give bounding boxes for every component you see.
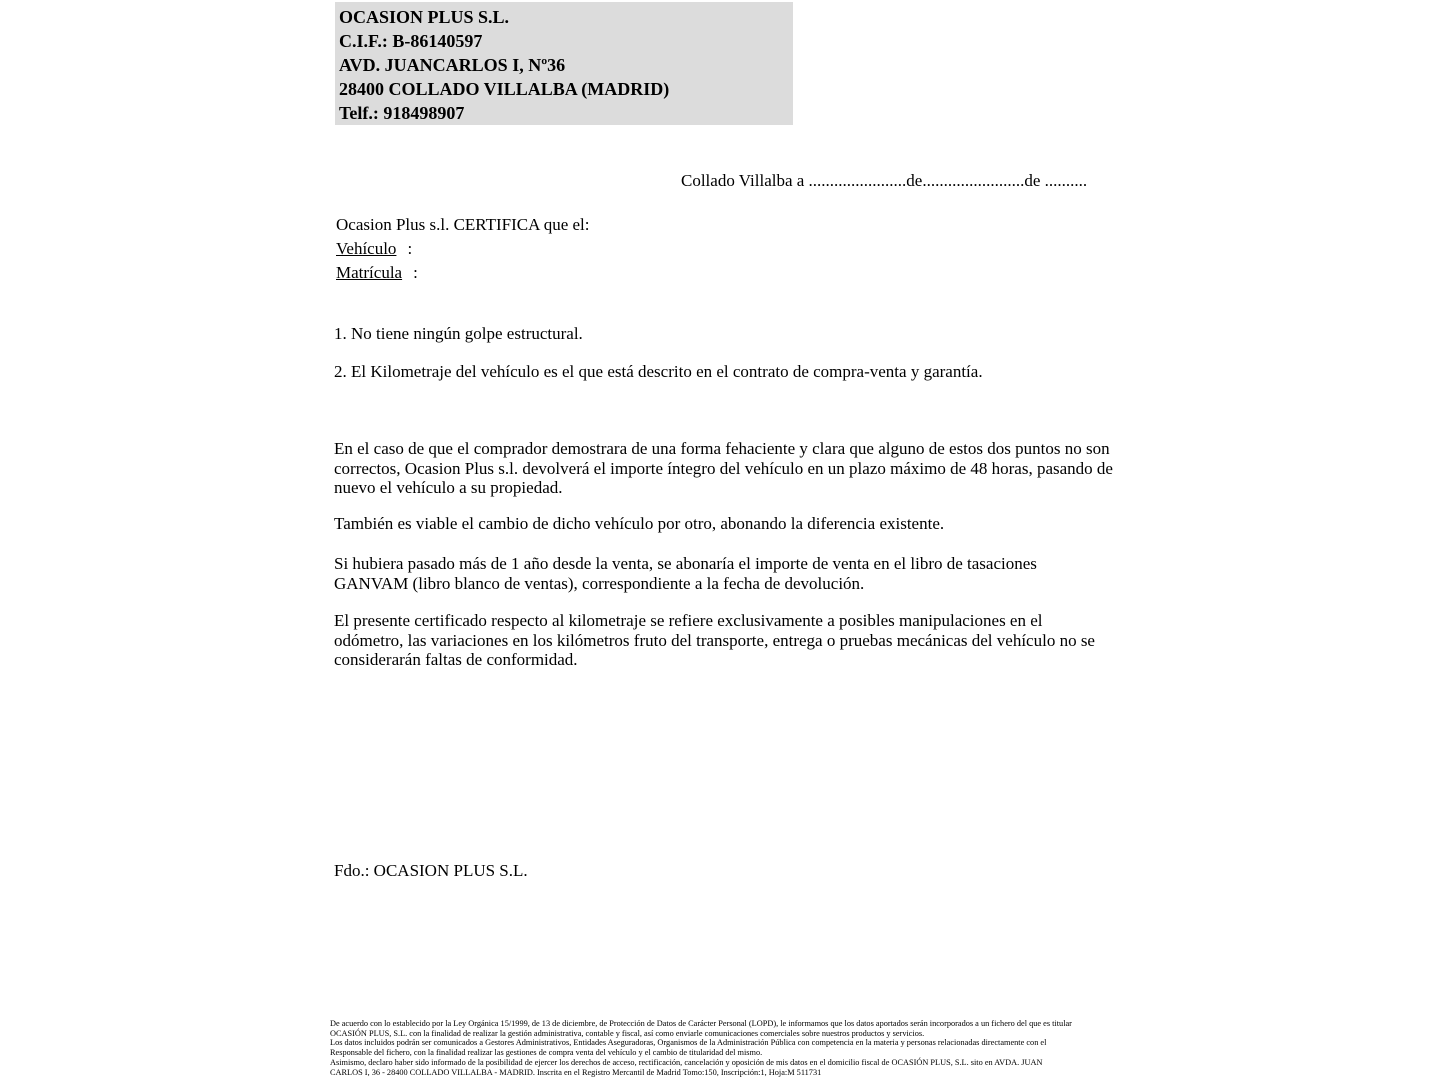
paragraph-refund-clause: En el caso de que el comprador demostrara de una forma fehaciente y clara que alguno de estos dos puntos no son correctos, Ocasion Plus s.l. devolverá el importe íntegro del vehículo en un plazo máximo de 48 horas, pasando de nuevo el vehículo a su propiedad. <box>334 439 1113 497</box>
matricula-label: Matrícula <box>336 263 403 282</box>
vehiculo-colon: : <box>407 239 413 258</box>
company-phone: Telf.: 918498907 <box>339 103 465 123</box>
certify-intro: Ocasion Plus s.l. CERTIFICA que el: <box>336 215 590 234</box>
matricula-colon: : <box>413 263 418 282</box>
legal-footer-line: OCASIÓN PLUS, S.L. con la finalidad de realizar la gestión administrativa, contable y fiscal, así como enviarle comunicaciones comerciales sobre nuestros productos y servicios. <box>330 1028 925 1038</box>
date-blank-line: Collado Villalba a .......................de........................de .......... <box>681 171 1088 190</box>
signature-line: Fdo.: OCASION PLUS S.L. <box>334 861 528 880</box>
legal-footer-line: Asimismo, declaro haber sido informado de la posibilidad de ejercer los derechos de acceso, rectificación, cancelación y oposición de mis datos en el domicilio fiscal de OCASIÓN PLUS, S.L. sito en AVDA. JUAN <box>330 1057 1043 1067</box>
legal-footer-line: Responsable del fichero, con la finalidad realizar las gestiones de compra venta del vehículo y el cambio de titularidad del mismo. <box>330 1048 763 1058</box>
legal-footer-line: CARLOS I, 36 - 28400 COLLADO VILLALBA - MADRID. Inscrita en el Registro Mercantil de Madrid Tomo:150, Inscripción:1, Hoja:M 511731 <box>330 1067 822 1077</box>
paragraph-exchange-clause: También es viable el cambio de dicho vehículo por otro, abonando la diferencia existente. <box>334 514 945 533</box>
vehiculo-label: Vehículo <box>336 239 397 258</box>
numbered-point-kilometraje: 2. El Kilometraje del vehículo es el que está descrito en el contrato de compra-venta y garantía. <box>334 362 983 381</box>
field-row-vehiculo <box>336 237 590 261</box>
certify-block <box>336 213 590 285</box>
numbered-point-structural: 1. No tiene ningún golpe estructural. <box>334 324 583 343</box>
company-name: OCASION PLUS S.L. <box>339 7 510 27</box>
legal-footer-line: De acuerdo con lo establecido por la Ley Orgánica 15/1999, de 13 de diciembre, de Protección de Datos de Carácter Personal (LOPD), le informamos que los datos aportados serán incorporados a un fichero del que es titular <box>330 1019 1072 1028</box>
legal-footer-line: Los datos incluidos podrán ser comunicados a Gestores Administrativos, Entidades Aseguradoras, Organismos de la Administración Pública con competencia en la materia y personas relacionadas directamente con el <box>330 1038 1047 1048</box>
paragraph-ganvam-clause: Si hubiera pasado más de 1 año desde la venta, se abonaría el importe de venta en el libro de tasaciones GANVAM (libro blanco de ventas), correspondiente a la fecha de devolución. <box>334 554 1037 593</box>
company-cif: C.I.F.: B-86140597 <box>339 31 483 51</box>
paragraph-odometer-clause: El presente certificado respecto al kilometraje se refiere exclusivamente a posibles manipulaciones en el odómetro, las variaciones en los kilómetros fruto del transporte, entrega o pruebas mecánicas del vehículo no se considerarán faltas de conformidad. <box>334 611 1095 669</box>
company-city: 28400 COLLADO VILLALBA (MADRID) <box>339 79 670 99</box>
legal-footer <box>330 1019 1072 1077</box>
field-row-matricula <box>336 261 590 285</box>
company-header-box <box>335 2 793 125</box>
company-address: AVD. JUANCARLOS I, Nº36 <box>339 55 566 75</box>
